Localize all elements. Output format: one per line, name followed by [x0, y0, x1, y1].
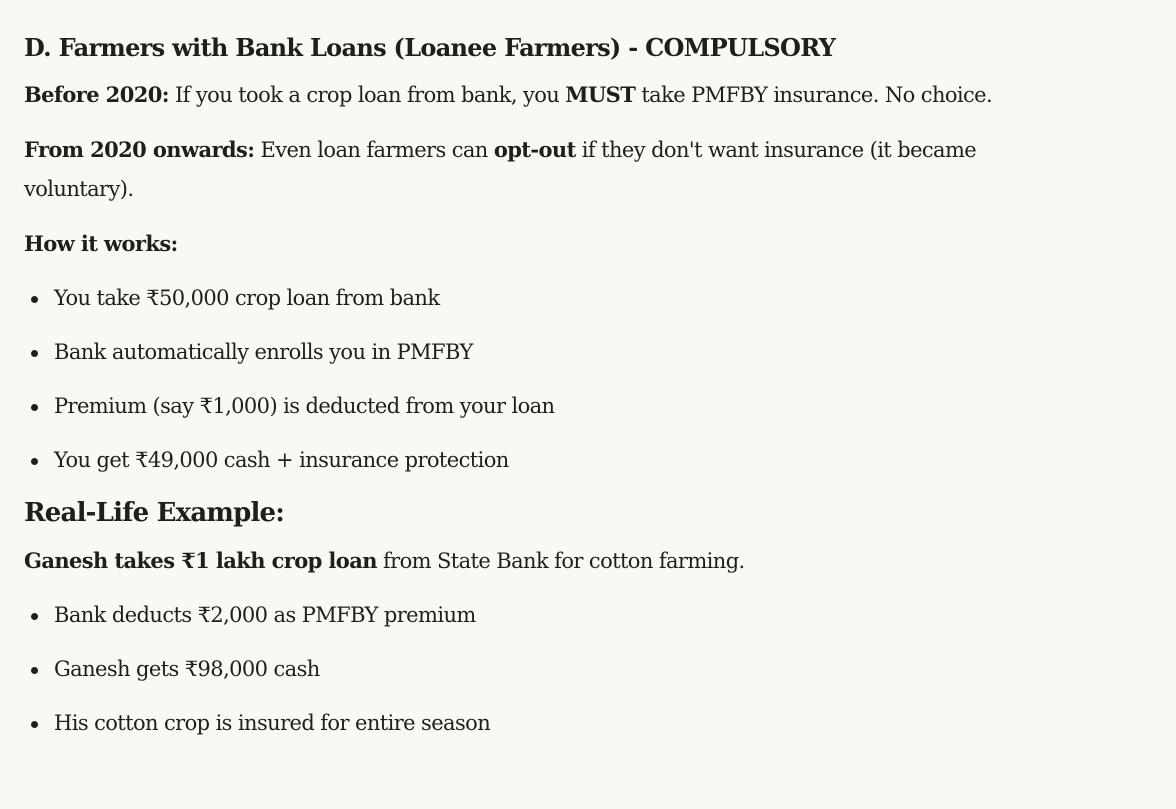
example-list [24, 596, 1176, 743]
before-2020-text-b: take PMFBY insurance. No choice. [635, 83, 993, 107]
example-intro-rest: from State Bank for cotton farming. [376, 549, 745, 573]
before-2020-text-a: If you took a crop loan from bank, you [168, 83, 566, 107]
from-2020-emphasis: opt-out [493, 137, 576, 162]
list-item: His cotton crop is insured for entire season [24, 704, 1176, 743]
list-item: Bank deducts ₹2,000 as PMFBY premium [24, 596, 1176, 635]
list-item: You get ₹49,000 cash + insurance protection [24, 441, 1176, 480]
paragraph-before-2020 [24, 75, 994, 115]
list-item: Ganesh gets ₹98,000 cash [24, 650, 1176, 689]
example-intro-bold: Ganesh takes ₹1 lakh crop loan [24, 548, 377, 573]
from-2020-text-b: if they don't want insurance (it became voluntary). [24, 138, 977, 201]
from-2020-label: From 2020 onwards: [24, 137, 255, 162]
section-heading-real-life-example: Real-Life Example: [24, 498, 285, 528]
example-intro-paragraph [24, 541, 994, 581]
before-2020-label: Before 2020: [24, 82, 169, 107]
from-2020-text-a: Even loan farmers can [254, 138, 494, 162]
before-2020-emphasis: MUST [565, 82, 636, 107]
how-it-works-label: How it works: [24, 231, 178, 256]
paragraph-from-2020 [24, 130, 994, 209]
section-heading-loanee-farmers: D. Farmers with Bank Loans (Loanee Farmers) - COMPULSORY [24, 33, 836, 62]
list-item: Premium (say ₹1,000) is deducted from your loan [24, 387, 1176, 426]
how-it-works-list [24, 279, 1176, 480]
how-it-works-paragraph [24, 224, 994, 264]
list-item: Bank automatically enrolls you in PMFBY [24, 333, 1176, 372]
list-item: You take ₹50,000 crop loan from bank [24, 279, 1176, 318]
